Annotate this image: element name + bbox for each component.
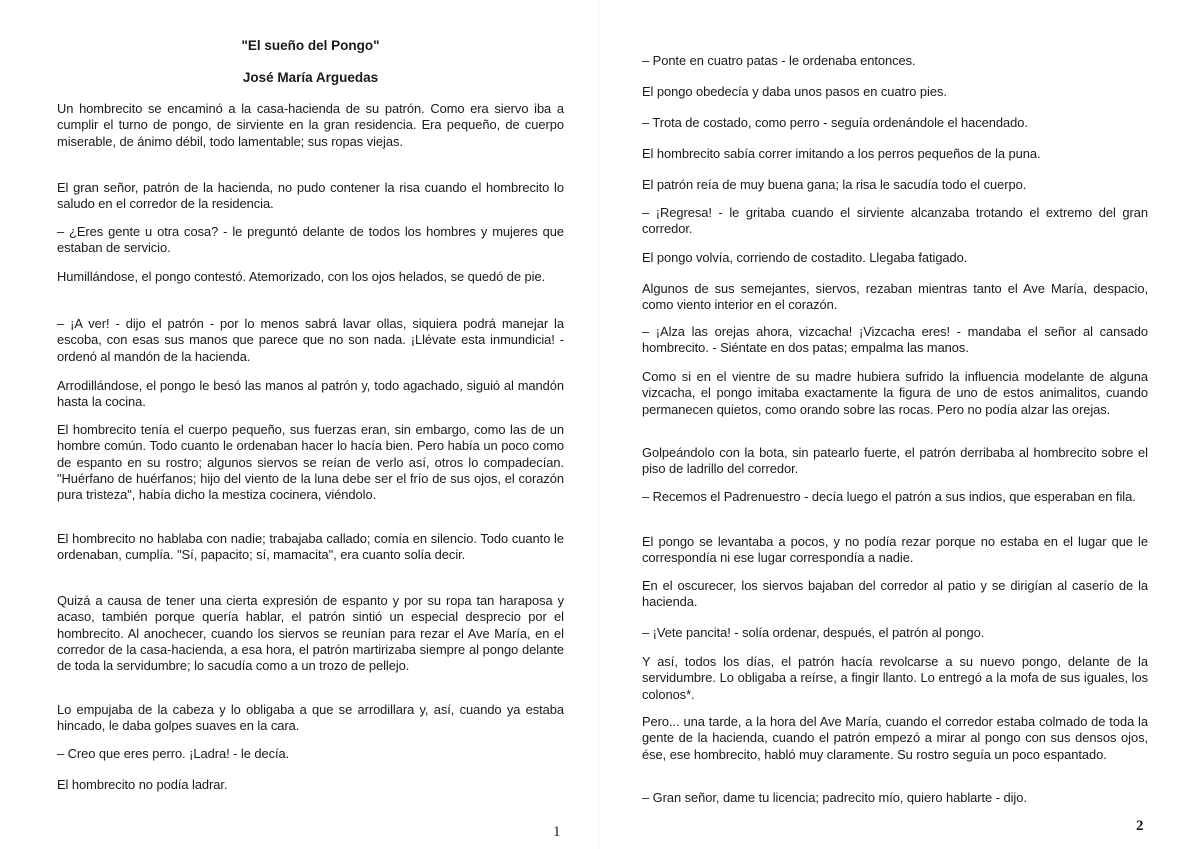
paragraph: – Creo que eres perro. ¡Ladra! - le decía. (57, 746, 290, 761)
paragraph: – ¡Vete pancita! - solía ordenar, después, el patrón al pongo. (642, 625, 985, 640)
paragraph: – ¡A ver! - dijo el patrón - por lo menos sabrá lavar ollas, siquiera podrá manejar la escoba, con esas sus manos que parece que no son nada. ¡Llévate esta inmundicia! - ordenó al mandón de la hacienda. (57, 316, 564, 364)
paragraph: – Trota de costado, como perro - seguía ordenándole el hacendado. (642, 115, 1028, 130)
paragraph: Algunos de sus semejantes, siervos, rezaban mientras tanto el Ave María, despacio, como viento interior en el corazón. (642, 281, 1148, 313)
page-gutter (598, 0, 599, 849)
paragraph: Golpeándolo con la bota, sin patearlo fuerte, el patrón derribaba al hombrecito sobre el piso de ladrillo del corredor. (642, 445, 1148, 477)
paragraph: – Gran señor, dame tu licencia; padrecito mío, quiero hablarte - dijo. (642, 790, 1027, 805)
paragraph: El pongo volvía, corriendo de costadito. Llegaba fatigado. (642, 250, 968, 265)
paragraph: El pongo obedecía y daba unos pasos en cuatro pies. (642, 84, 947, 99)
paragraph: El pongo se levantaba a pocos, y no podía rezar porque no estaba en el lugar que le correspondía ni ese lugar correspondía a nadie. (642, 534, 1148, 566)
paragraph: El hombrecito no podía ladrar. (57, 777, 228, 792)
page-number: 2 (1136, 818, 1144, 834)
paragraph: – ¡Regresa! - le gritaba cuando el sirviente alcanzaba trotando el extremo del gran corredor. (642, 205, 1148, 237)
paragraph: Lo empujaba de la cabeza y lo obligaba a que se arrodillara y, así, cuando ya estaba hincado, le daba golpes suaves en la cara. (57, 702, 564, 734)
paragraph: – Ponte en cuatro patas - le ordenaba entonces. (642, 53, 916, 68)
paragraph: – Recemos el Padrenuestro - decía luego el patrón a sus indios, que esperaban en fila. (642, 489, 1136, 504)
paragraph: Quizá a causa de tener una cierta expresión de espanto y por su ropa tan haraposa y acaso, también porque quería hablar, el patrón sintió un especial desprecio por el hombrecito. Al anochecer, cuando los siervos se reunían para rezar el Ave María, en el corredor de la casa-hacienda, a esa hora, el patrón martirizaba siempre al pongo delante de toda la servidumbre; lo sacudía como a un trozo de pellejo. (57, 593, 564, 674)
paragraph: El hombrecito no hablaba con nadie; trabajaba callado; comía en silencio. Todo cuanto le ordenaban, cumplía. "Sí, papacito; sí, mamacita", era cuanto solía decir. (57, 531, 564, 563)
paragraph: Y así, todos los días, el patrón hacía revolcarse a su nuevo pongo, delante de la servidumbre. Lo obligaba a reírse, a fingir llanto. Lo entregó a la mofa de sus iguales, los colonos*. (642, 654, 1148, 702)
document-title: "El sueño del Pongo" (241, 38, 380, 53)
paragraph: El patrón reía de muy buena gana; la risa le sacudía todo el cuerpo. (642, 177, 1027, 192)
document-author: José María Arguedas (242, 70, 379, 85)
page-number: 1 (553, 824, 561, 840)
paragraph: Humillándose, el pongo contestó. Atemorizado, con los ojos helados, se quedó de pie. (57, 269, 546, 284)
paragraph: – ¿Eres gente u otra cosa? - le preguntó delante de todos los hombres y mujeres que estaban de servicio. (57, 224, 564, 256)
paragraph: Un hombrecito se encaminó a la casa-hacienda de su patrón. Como era siervo iba a cumplir el turno de pongo, de sirviente en la gran residencia. Era pequeño, de cuerpo miserable, de ánimo débil, todo lamentable; sus ropas viejas. (57, 101, 564, 149)
right-page (642, 0, 1148, 849)
left-page (57, 0, 564, 849)
paragraph: El hombrecito sabía correr imitando a los perros pequeños de la puna. (642, 146, 1041, 161)
paragraph: Como si en el vientre de su madre hubiera sufrido la influencia modelante de alguna vizcacha, el pongo imitaba exactamente la figura de uno de estos animalitos, cuando permanecen quietos, como orando sobre las rocas. Pero no podía alzar las orejas. (642, 369, 1148, 417)
paragraph: Arrodillándose, el pongo le besó las manos al patrón y, todo agachado, siguió al mandón hasta la cocina. (57, 378, 564, 410)
paragraph: El gran señor, patrón de la hacienda, no pudo contener la risa cuando el hombrecito lo saludo en el corredor de la residencia. (57, 180, 564, 212)
paragraph: En el oscurecer, los siervos bajaban del corredor al patio y se dirigían al caserío de la hacienda. (642, 578, 1148, 610)
paragraph: El hombrecito tenía el cuerpo pequeño, sus fuerzas eran, sin embargo, como las de un hombre común. Todo cuanto le ordenaban hacer lo hacía bien. Pero había un poco como de espanto en su rostro; algunos siervos se reían de verlo así, otros lo compadecían. "Huérfano de huérfanos; hijo del viento de la luna debe ser el frío de sus ojos, el corazón pura tristeza", había dicho la mestiza cocinera, viéndolo. (57, 422, 564, 503)
paragraph: – ¡Alza las orejas ahora, vizcacha! ¡Vizcacha eres! - mandaba el señor al cansado hombrecito. - Siéntate en dos patas; empalma las manos. (642, 324, 1148, 356)
paragraph: Pero... una tarde, a la hora del Ave María, cuando el corredor estaba colmado de toda la gente de la hacienda, cuando el patrón empezó a mirar al pongo con sus densos ojos, ése, ese hombrecito, habló muy claramente. Su rostro seguía un poco espantado. (642, 714, 1148, 762)
